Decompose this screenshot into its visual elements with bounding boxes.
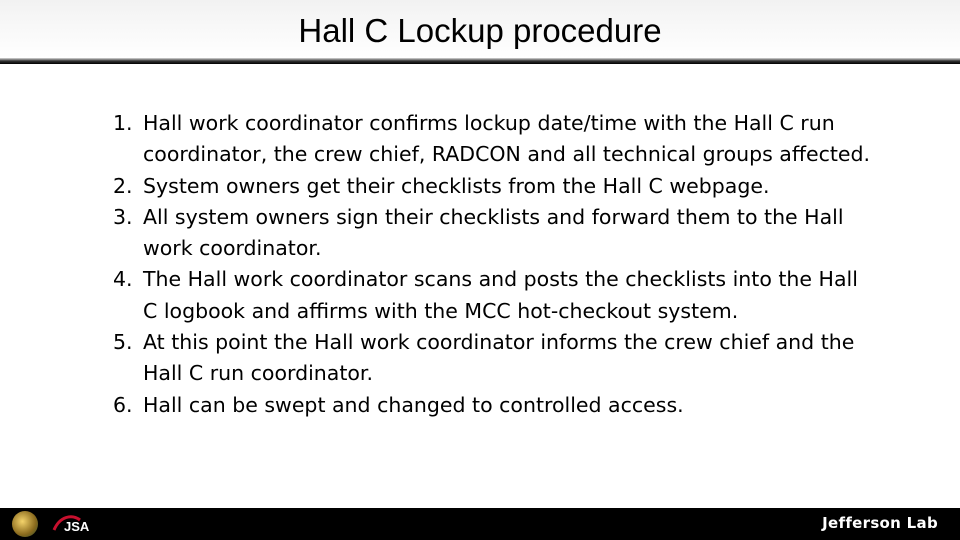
list-item [113, 264, 873, 327]
step-number: 1. [113, 111, 133, 135]
title-bar [0, 0, 960, 58]
step-number: 3. [113, 204, 133, 229]
step-text: All system owners sign their checklists and forward them to the Hall work coordinator. [143, 204, 844, 261]
jsa-logo-icon [50, 512, 100, 536]
list-item [113, 108, 873, 171]
list-item [113, 171, 873, 202]
step-text: The Hall work coordinator scans and posts the checklists into the Hall C logbook and affirms with the MCC hot-checkout system. [143, 267, 858, 323]
list-item [113, 327, 873, 390]
procedure-list [113, 108, 873, 421]
step-number: 6. [113, 392, 133, 417]
step-number: 5. [113, 330, 133, 355]
step-text: System owners get their checklists from the Hall C webpage. [143, 173, 770, 198]
footer-bar [0, 508, 960, 540]
jefferson-lab-logo: Jefferson Lab [822, 514, 938, 532]
step-number: 4. [113, 267, 133, 292]
list-item [113, 390, 873, 421]
title-divider [0, 58, 960, 64]
step-text: Hall can be swept and changed to controlled access. [143, 392, 684, 417]
step-text: At this point the Hall work coordinator informs the crew chief and the Hall C run coordinator. [143, 330, 855, 386]
svg-text:JSA: JSA [64, 519, 90, 534]
list-item [113, 202, 873, 265]
step-text: Hall work coordinator confirms lockup date/time with the Hall C run coordinator, the crew chief, RADCON and all technical groups affected. [143, 111, 871, 167]
step-number: 2. [113, 173, 133, 198]
doe-seal-icon [12, 511, 38, 537]
slide-title: Hall C Lockup procedure [298, 12, 662, 49]
